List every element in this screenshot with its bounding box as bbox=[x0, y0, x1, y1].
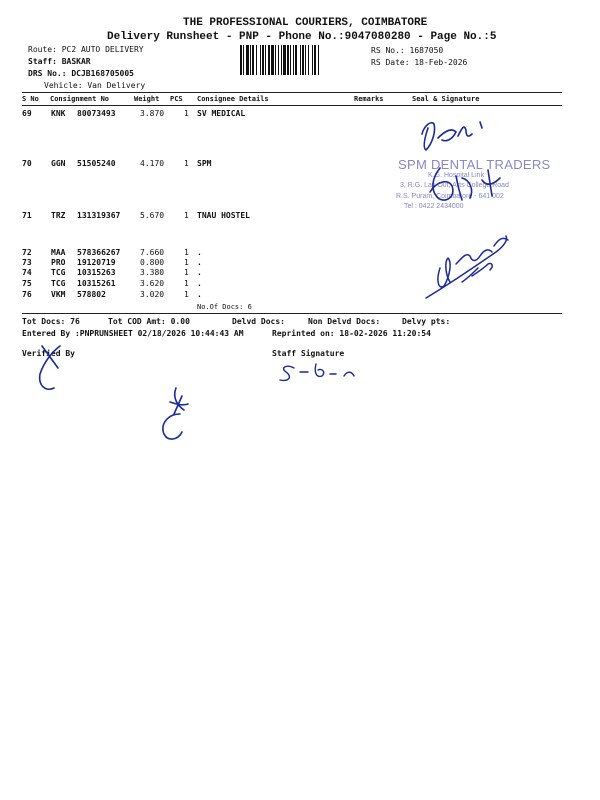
row-sno: 74 bbox=[22, 268, 32, 277]
row-consignment-no: 131319367 bbox=[77, 211, 121, 220]
rs-number: RS No.: 1687050 bbox=[371, 46, 444, 55]
row-pcs: 1 bbox=[184, 211, 189, 220]
verified-by-label: Verified By bbox=[22, 349, 75, 358]
row-pcs: 1 bbox=[184, 109, 189, 118]
row-sno: 73 bbox=[22, 258, 32, 267]
row-consignee: TNAU HOSTEL bbox=[197, 211, 250, 220]
row-pcs: 1 bbox=[184, 159, 189, 168]
row-sno: 69 bbox=[22, 109, 32, 118]
col-sno: S No bbox=[22, 95, 39, 103]
staff-signature-label: Staff Signature bbox=[272, 349, 345, 358]
row-sno: 72 bbox=[22, 248, 32, 257]
row-consignment-no: 10315261 bbox=[77, 279, 116, 288]
row-consignment-no: 10315263 bbox=[77, 268, 116, 277]
row-sno: 76 bbox=[22, 290, 32, 299]
row-consignment-no: 51505240 bbox=[77, 159, 116, 168]
row-prefix: TCG bbox=[51, 279, 66, 288]
tot-cod-amt: Tot COD Amt: 0.00 bbox=[108, 317, 190, 326]
row-consignee: SPM bbox=[197, 159, 212, 168]
stamp-line2: 3, R.G. Lay Out, Arts College Road bbox=[400, 182, 509, 189]
row-prefix: GGN bbox=[51, 159, 66, 168]
drs-number: DRS No.: DCJB168705005 bbox=[28, 69, 134, 78]
tot-docs: Tot Docs: 76 bbox=[22, 317, 80, 326]
row-consignee: . bbox=[197, 279, 202, 288]
stamp-name: SPM DENTAL TRADERS bbox=[398, 157, 551, 172]
reprinted-on: Reprinted on: 18-02-2026 11:20:54 bbox=[272, 329, 431, 338]
col-remarks: Remarks bbox=[354, 95, 384, 103]
row-sno: 75 bbox=[22, 279, 32, 288]
col-pcs: PCS bbox=[170, 95, 183, 103]
row-consignee: . bbox=[197, 258, 202, 267]
row-weight: 5.670 bbox=[140, 211, 165, 220]
delvd-docs: Delvd Docs: bbox=[232, 317, 285, 326]
row-consignment-no: 80073493 bbox=[77, 109, 116, 118]
row-weight: 3.380 bbox=[140, 268, 165, 277]
row-consignee: . bbox=[197, 290, 202, 299]
col-weight: Weight bbox=[134, 95, 160, 103]
row-weight: 4.170 bbox=[140, 159, 165, 168]
staff: Staff: BASKAR bbox=[28, 57, 91, 66]
runsheet-subtitle: Delivery Runsheet - PNP - Phone No.:9047080280 - Page No.:5 bbox=[107, 31, 497, 43]
row-prefix: VKM bbox=[51, 290, 66, 299]
row-prefix: TRZ bbox=[51, 211, 66, 220]
row-sno: 71 bbox=[22, 211, 32, 220]
row-pcs: 1 bbox=[184, 290, 189, 299]
stamp-line4: Tel : 0422 2434000 bbox=[404, 203, 464, 210]
row-pcs: 1 bbox=[184, 279, 189, 288]
row-sno: 70 bbox=[22, 159, 32, 168]
company-name: THE PROFESSIONAL COURIERS, COIMBATORE bbox=[183, 17, 428, 29]
col-consignment: Consignment No bbox=[50, 95, 110, 103]
row-pcs: 1 bbox=[184, 248, 189, 257]
route: Route: PC2 AUTO DELIVERY bbox=[28, 45, 144, 54]
col-consignee: Consignee Details bbox=[197, 95, 269, 103]
row-consignee: SV MEDICAL bbox=[197, 109, 246, 118]
row-weight: 3.620 bbox=[140, 279, 165, 288]
non-delvd-docs: Non Delvd Docs: bbox=[308, 317, 381, 326]
row-consignee: . bbox=[197, 268, 202, 277]
row-prefix: MAA bbox=[51, 248, 66, 257]
row-consignee: . bbox=[197, 248, 202, 257]
row-weight: 3.870 bbox=[140, 109, 165, 118]
row-consignment-no: 578366267 bbox=[77, 248, 121, 257]
row-pcs: 1 bbox=[184, 258, 189, 267]
row-consignment-no: 19120719 bbox=[77, 258, 116, 267]
delvy-pts: Delvy pts: bbox=[402, 317, 451, 326]
row-consignment-no: 578802 bbox=[77, 290, 106, 299]
stamp-line1: K.G. Hospital Link bbox=[428, 172, 485, 179]
row-prefix: KNK bbox=[51, 109, 66, 118]
vehicle: Vehicle: Van Delivery bbox=[44, 81, 146, 90]
row-pcs: 1 bbox=[184, 268, 189, 277]
row-weight: 3.020 bbox=[140, 290, 165, 299]
entered-by: Entered By :PNPRUNSHEET 02/18/2026 10:44:43 AM bbox=[22, 329, 244, 338]
stamp-line3: R.S. Puram, Coimbatore - 641 002 bbox=[396, 193, 504, 200]
rs-date: RS Date: 18-Feb-2026 bbox=[371, 58, 468, 67]
no-of-docs: No.Of Docs: 6 bbox=[197, 303, 252, 311]
row-weight: 7.660 bbox=[140, 248, 165, 257]
row-prefix: TCG bbox=[51, 268, 66, 277]
row-weight: 0.800 bbox=[140, 258, 165, 267]
col-seal-signature: Seal & Signature bbox=[412, 95, 480, 103]
row-prefix: PRO bbox=[51, 258, 66, 267]
